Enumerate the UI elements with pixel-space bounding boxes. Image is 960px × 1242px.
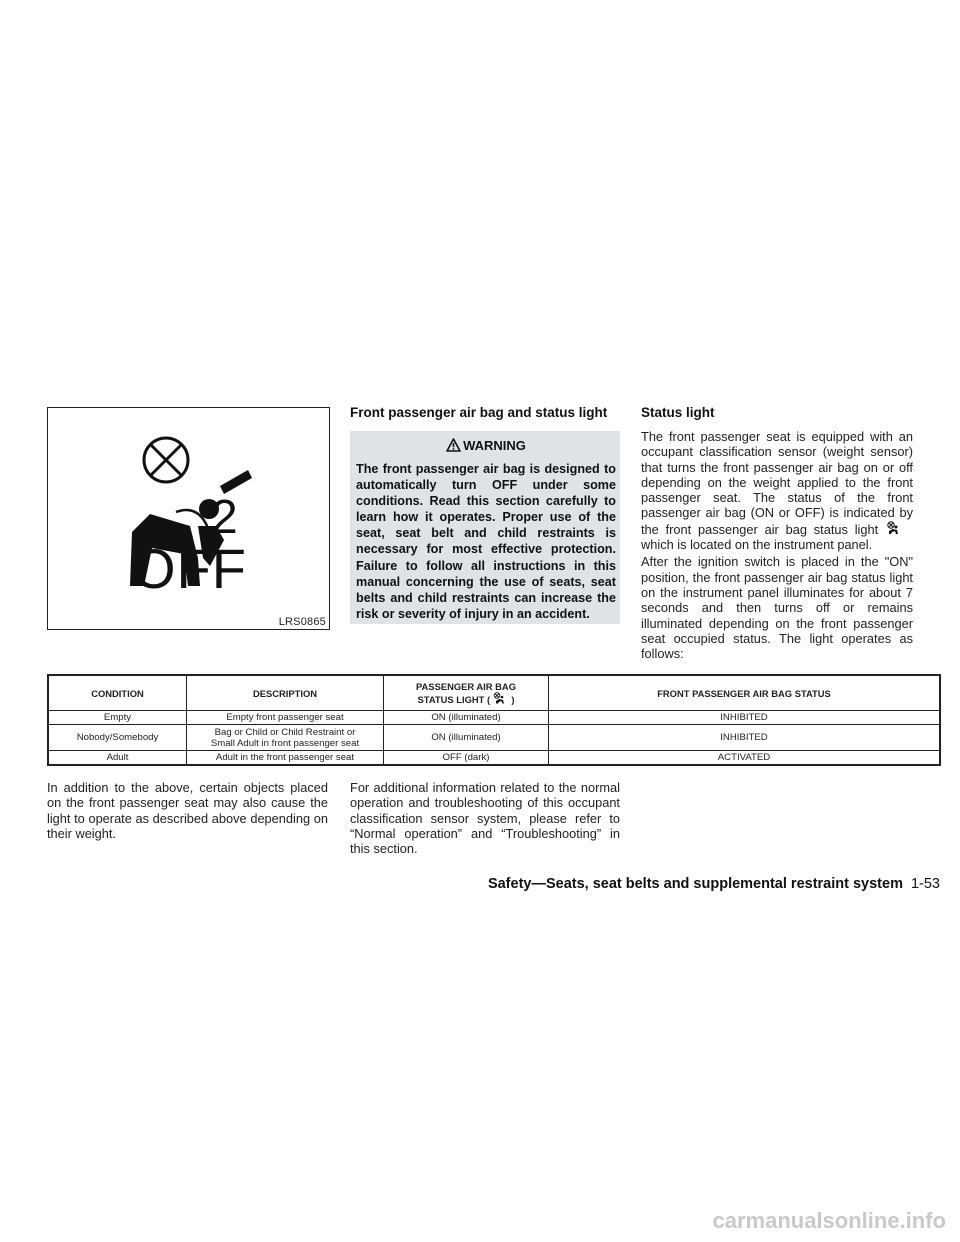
cell-condition: Adult	[48, 751, 187, 766]
cell-condition: Nobody/Somebody	[48, 725, 187, 751]
cell-status: INHIBITED	[549, 725, 941, 751]
col-status-light-pre: STATUS LIGHT (	[417, 694, 491, 705]
col-status-light-line1: PASSENGER AIR BAG	[415, 681, 516, 692]
table-row	[48, 751, 940, 766]
airbag-off-figure	[47, 407, 330, 630]
cell-description: Adult in the front passenger seat	[187, 751, 384, 766]
status-light-title: Status light	[641, 405, 715, 420]
cell-status: ACTIVATED	[549, 751, 941, 766]
col-airbag-status: FRONT PASSENGER AIR BAG STATUS	[549, 675, 941, 711]
page-footer	[488, 876, 940, 892]
warning-heading-text: WARNING	[463, 438, 526, 453]
cell-status: INHIBITED	[549, 711, 941, 725]
col-status-light-post: )	[511, 694, 515, 705]
cell-condition: Empty	[48, 711, 187, 725]
cell-description: Empty front passenger seat	[187, 711, 384, 725]
cell-light: ON (illuminated)	[384, 725, 549, 751]
airbag-status-light-icon	[493, 692, 509, 704]
footer-section-title: Safety—Seats, seat belts and supplemental restraint system	[487, 876, 903, 892]
figure-label: LRS0865	[278, 616, 326, 628]
off-text: OFF	[132, 537, 247, 600]
cell-description-line2: Small Adult in front passenger seat	[210, 737, 360, 749]
table-header-row	[48, 675, 940, 711]
para1-text-b: which is located on the instrument panel.	[641, 537, 873, 553]
col-description: DESCRIPTION	[187, 675, 384, 711]
warning-box	[350, 431, 620, 624]
warning-text: The front passenger air bag is designed to automatically turn OFF under some conditions. Read this section carefully to learn how it operates. Proper use of the seat, seat belt and child restraints is necessary for most effective protection. Failure to follow all instructions in this manual concerning the use of seats, seat belts and child restraints can increase the risk or severity of injury in an accident.	[356, 462, 616, 621]
cell-description	[187, 725, 384, 751]
cell-light: ON (illuminated)	[384, 711, 549, 725]
airbag-status-table	[47, 674, 941, 766]
status-light-paragraph-1	[641, 429, 913, 552]
warning-heading	[356, 435, 616, 457]
status-light-body	[641, 429, 913, 661]
airbag-status-light-icon	[885, 521, 913, 535]
warning-triangle-icon	[446, 438, 461, 452]
watermark: carmanualsonline.info	[712, 1208, 946, 1233]
bottom-middle-paragraph: For additional information related to the normal operation and troubleshooting of this occupant classification sensor system, please refer to “Normal operation” and “Troubleshooting” in this section.	[350, 780, 620, 857]
col-status-light	[384, 675, 549, 711]
col-condition: CONDITION	[48, 675, 187, 711]
page-number: 1-53	[910, 876, 940, 892]
col-status-light-line2	[386, 692, 546, 705]
section-title: Front passenger air bag and status light	[350, 405, 608, 420]
bottom-left-paragraph: In addition to the above, certain objects placed on the front passenger seat may also cause the light to operate as described above depending on their weight.	[47, 780, 328, 841]
cell-description-line1: Bag or Child or Child Restraint or	[214, 726, 356, 738]
table-row	[48, 711, 940, 725]
seat-number: 2	[211, 491, 238, 544]
cell-light: OFF (dark)	[384, 751, 549, 766]
para1-text-a: The front passenger seat is equipped with an occupant classification sensor (weight sensor) that turns the front passenger air bag on or off depending on the weight applied to the front passenger seat. The status of the front passenger air bag (ON or OFF) is indicated by the front passenger air bag status light	[641, 429, 913, 537]
table-row	[48, 725, 940, 751]
status-light-paragraph-2: After the ignition switch is placed in the "ON" position, the front passenger air bag status light on the instrument panel illuminates for about 7 seconds and then turns off or remains illuminated depending on the front passenger seat occupied status. The light operates as follows:	[641, 554, 913, 662]
